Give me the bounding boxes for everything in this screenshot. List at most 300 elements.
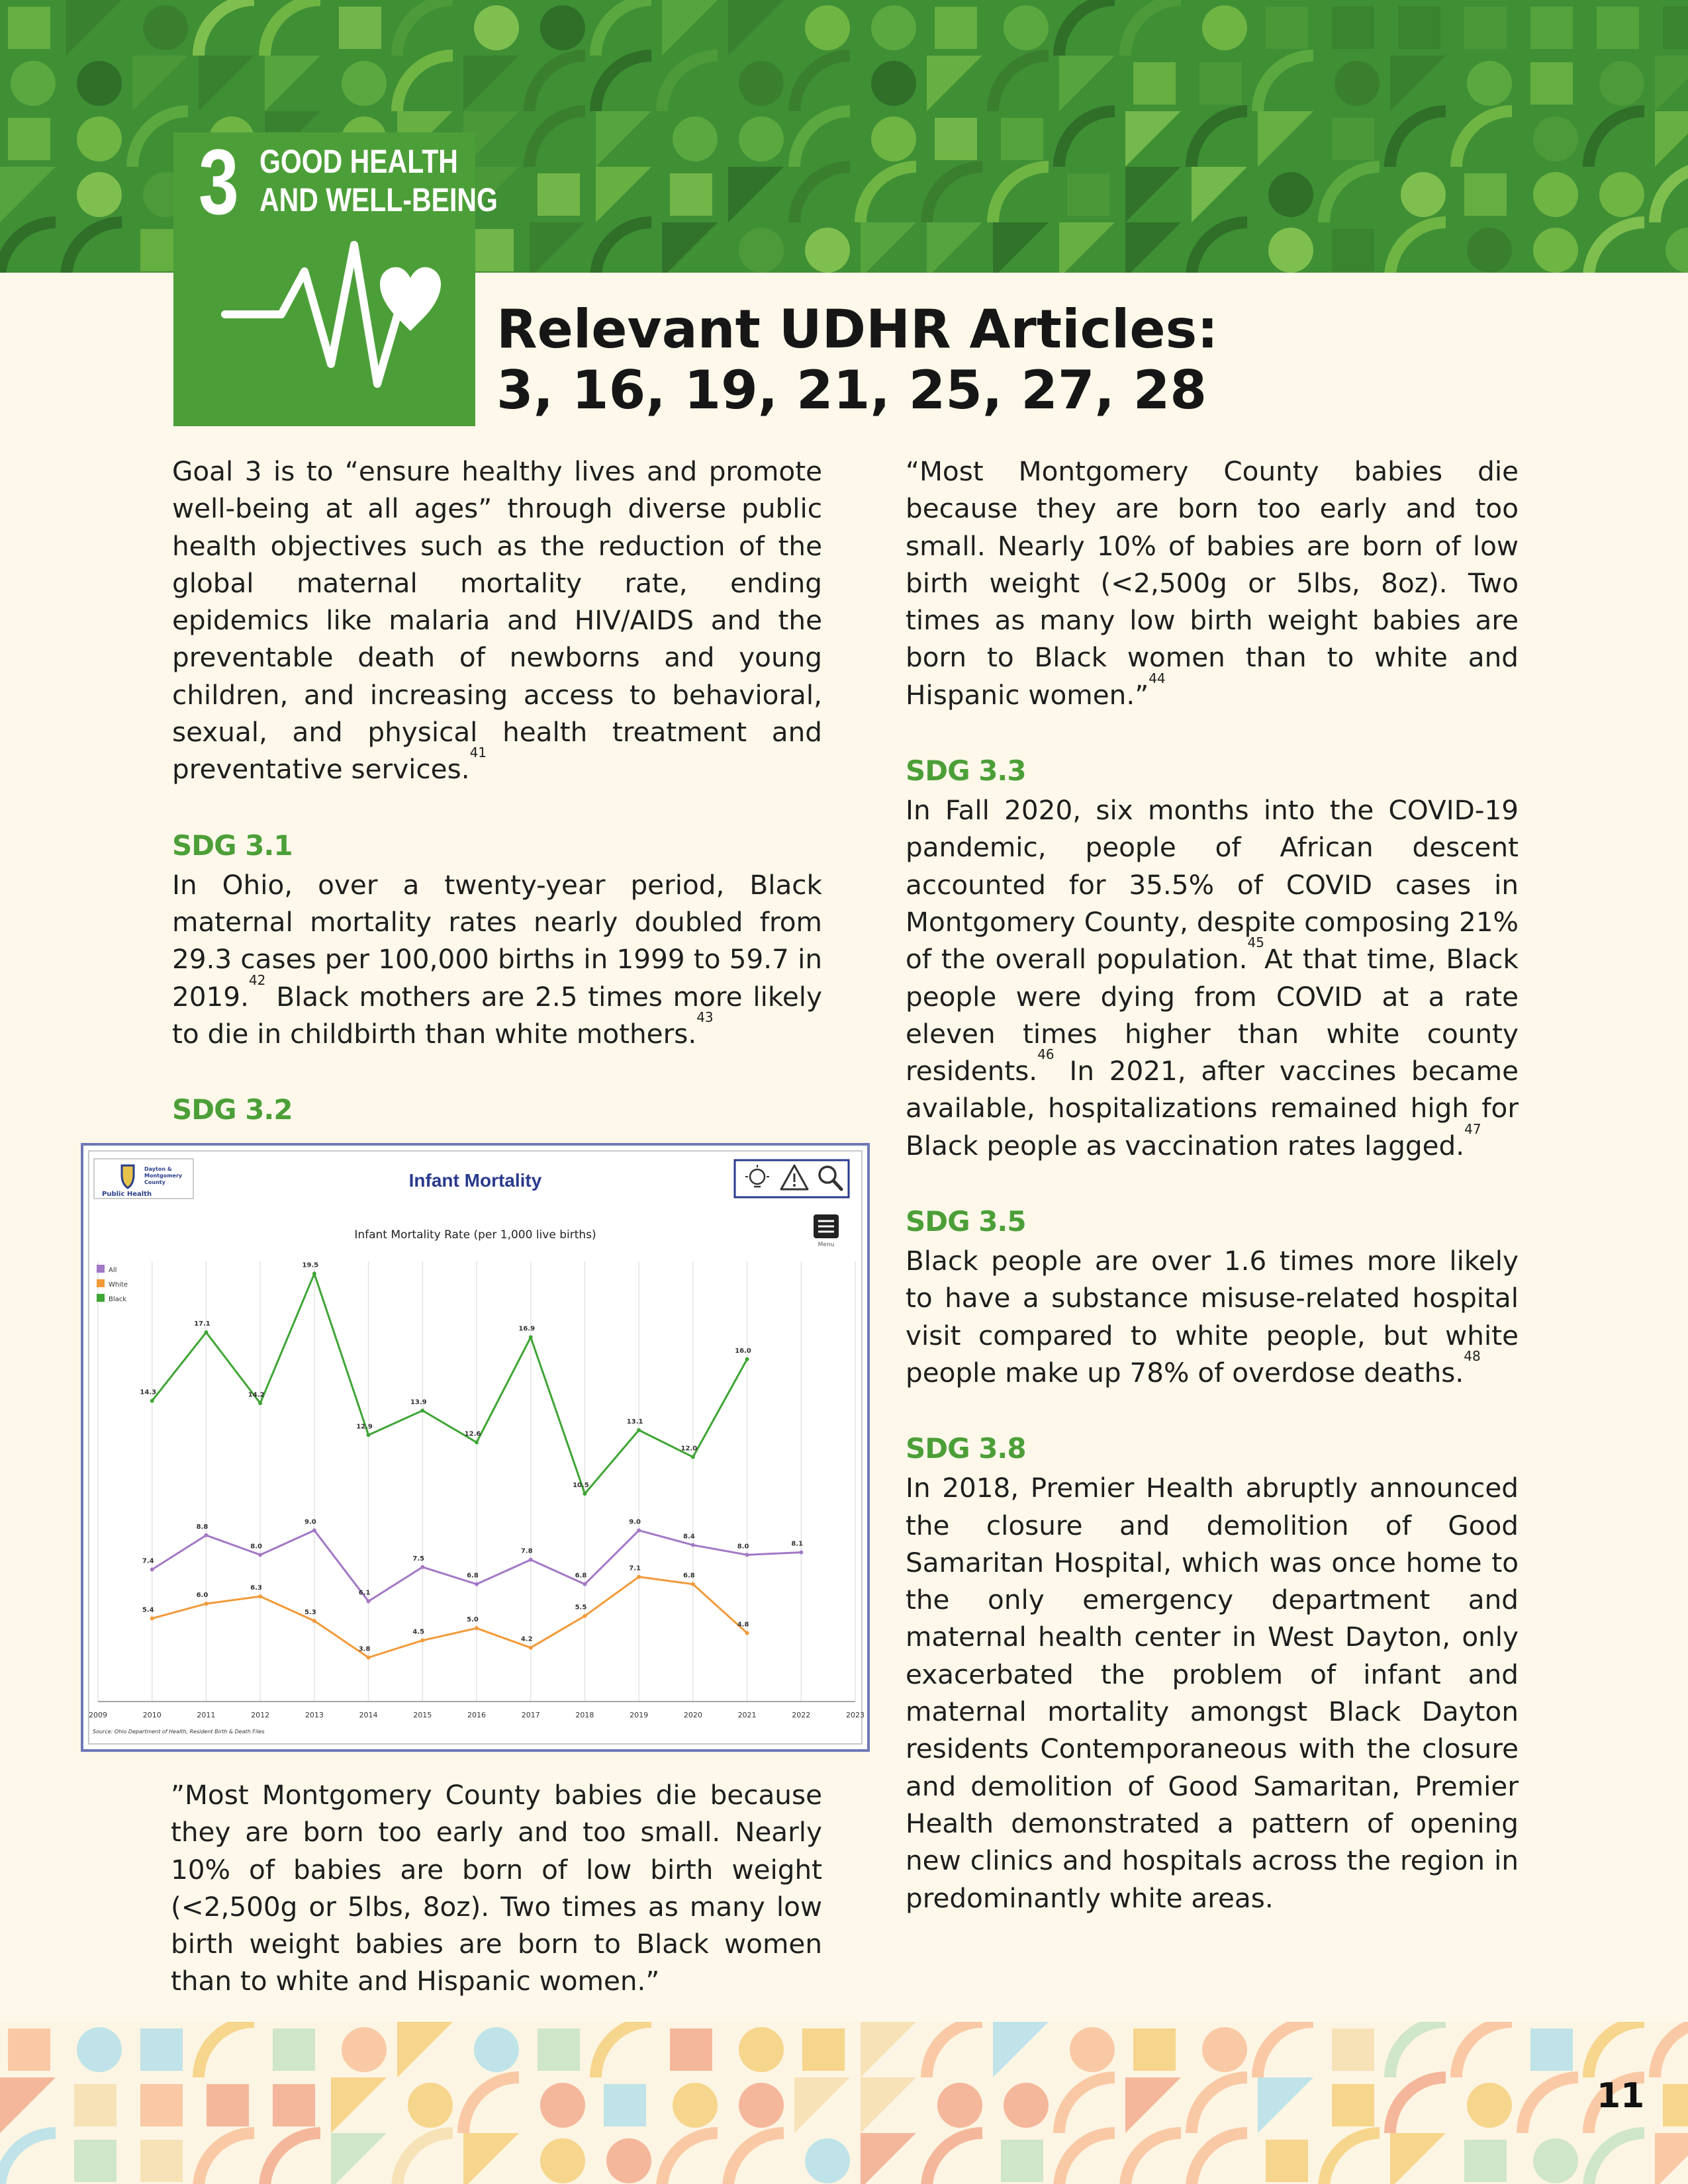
logo-text-3: County	[144, 1179, 165, 1185]
banner-pattern-shape	[1070, 2027, 1115, 2072]
banner-pattern-shape	[1332, 7, 1374, 49]
data-point	[312, 1619, 316, 1623]
banner-pattern-shape	[8, 118, 50, 160]
data-point	[745, 1357, 749, 1361]
banner-pattern-shape	[1464, 2140, 1507, 2182]
x-tick-label: 2011	[197, 1711, 216, 1719]
banner-pattern-shape	[1655, 56, 1688, 111]
banner-pattern-shape	[927, 222, 982, 273]
infant-mortality-chart	[81, 1143, 870, 1752]
banner-pattern-shape	[805, 228, 850, 273]
banner-pattern-shape	[662, 2133, 718, 2184]
banner-pattern-shape	[1125, 2133, 1181, 2184]
banner-pattern-shape	[1324, 2133, 1380, 2184]
banner-pattern-shape	[265, 2133, 320, 2184]
sdg-3-3-text-b: At that time, Black people were dying from COVID at a rate eleven times higher than white county residents.	[906, 943, 1519, 1087]
data-point	[583, 1492, 586, 1496]
data-point	[583, 1582, 586, 1586]
data-label: 16.9	[518, 1325, 536, 1333]
banner-pattern-shape	[1332, 118, 1374, 160]
data-point	[529, 1336, 533, 1340]
banner-pattern-shape	[265, 56, 320, 111]
banner-pattern-shape	[1589, 2022, 1644, 2077]
banner-pattern-shape	[1059, 2133, 1115, 2184]
banner-pattern-shape	[871, 5, 916, 50]
banner-pattern-shape	[739, 2083, 784, 2128]
right-quote-text: “Most Montgomery County babies die because they are born too early and too small. Nearly 10% of babies are born of low birth weight (<2,500g or 5lbs, 8oz). Two times as many low birth weight babies are born to Black women than to white and Hispanic women.”	[906, 455, 1519, 711]
banner-pattern-shape	[927, 167, 982, 222]
banner-pattern-shape	[1398, 7, 1440, 49]
banner-pattern-shape	[199, 2022, 254, 2077]
banner-pattern-shape	[993, 222, 1049, 273]
chart-svg	[83, 1146, 867, 1749]
banner-pattern-shape	[530, 111, 585, 167]
data-point	[637, 1428, 641, 1432]
banner-pattern-shape	[670, 173, 712, 216]
banner-pattern-shape	[530, 222, 585, 273]
heartbeat-icon	[218, 232, 444, 397]
banner-pattern-shape	[408, 2083, 453, 2128]
goal-title	[259, 142, 498, 219]
data-point	[691, 1543, 695, 1547]
banner-pattern-shape	[1258, 56, 1313, 111]
footnote-ref: 41	[469, 745, 487, 761]
banner-pattern-shape	[463, 2133, 519, 2184]
chart-title: Infant Mortality Rate (per 1,000 live births)	[354, 1228, 596, 1242]
data-label: 8.8	[196, 1523, 209, 1531]
banner-pattern-shape	[1533, 228, 1578, 273]
data-point	[150, 1616, 154, 1620]
banner-pattern-shape	[538, 2028, 580, 2071]
banner-pattern-shape	[927, 2133, 982, 2184]
footnote-ref: 43	[696, 1009, 714, 1025]
sdg-3-3-text-c: In 2021, after vaccines became available, hospitalizations remained high for Black people as vaccination rates lagged.	[906, 1055, 1519, 1161]
banner-pattern-shape	[1125, 167, 1181, 222]
banner-pattern-shape	[1390, 56, 1446, 111]
sdg-3-8-heading: SDG 3.8	[906, 1432, 1026, 1465]
legend-label: Black	[109, 1296, 127, 1303]
right-quote-paragraph	[906, 453, 1519, 713]
logo-text-2: Montgomery	[144, 1173, 183, 1179]
banner-pattern-shape	[1390, 111, 1446, 167]
banner-pattern-shape	[471, 229, 514, 271]
data-label: 19.5	[302, 1261, 319, 1269]
banner-pattern-shape	[1059, 111, 1115, 167]
data-label: 7.1	[629, 1565, 641, 1572]
banner-pattern-shape	[1530, 2028, 1573, 2071]
banner-pattern-shape	[1589, 111, 1644, 167]
banner-pattern-shape	[739, 228, 784, 273]
data-point	[150, 1399, 154, 1403]
sdg-3-1-heading: SDG 3.1	[172, 829, 293, 862]
data-label: 4.2	[520, 1635, 533, 1643]
banner-pattern-shape	[728, 2133, 784, 2184]
banner-pattern-shape	[871, 116, 916, 161]
banner-pattern-shape	[474, 5, 519, 50]
banner-pattern-shape	[397, 0, 453, 56]
x-tick-label: 2013	[305, 1711, 324, 1719]
banner-pattern-shape	[1266, 7, 1308, 49]
banner-pattern-shape	[1133, 2028, 1176, 2071]
banner-pattern-shape	[538, 173, 580, 216]
banner-pattern-shape	[596, 167, 651, 222]
data-point	[204, 1533, 208, 1537]
banner-pattern-shape	[805, 2138, 850, 2183]
banner-pattern-shape	[802, 2028, 845, 2071]
goal-number: 3	[199, 130, 239, 234]
data-label: 8.4	[682, 1533, 695, 1541]
banner-pattern-shape	[1599, 61, 1644, 106]
banner-pattern-shape	[11, 61, 56, 106]
data-label: 5.3	[304, 1609, 316, 1617]
banner-pattern-shape	[540, 5, 585, 50]
goal-title-line2: AND WELL-BEING	[259, 181, 498, 218]
data-point	[745, 1631, 749, 1635]
sdg-3-5-heading: SDG 3.5	[906, 1205, 1026, 1238]
data-point	[529, 1646, 533, 1650]
banner-pattern-shape	[662, 222, 718, 273]
banner-pattern-shape	[935, 7, 977, 49]
bottom-pattern-banner	[0, 2022, 1688, 2184]
banner-pattern-shape	[993, 167, 1049, 222]
data-label: 6.8	[682, 1572, 695, 1580]
data-point	[367, 1600, 371, 1604]
banner-pattern-shape	[1202, 2027, 1247, 2072]
banner-pattern-shape	[596, 222, 651, 273]
banner-pattern-shape	[540, 2083, 585, 2128]
banner-pattern-shape	[1467, 228, 1512, 273]
data-point	[420, 1565, 424, 1569]
banner-pattern-shape	[871, 61, 916, 106]
banner-pattern-shape	[739, 116, 784, 161]
banner-pattern-shape	[1655, 2022, 1688, 2077]
banner-pattern-shape	[207, 2084, 249, 2126]
footnote-ref: 47	[1464, 1120, 1481, 1137]
banner-pattern-shape	[1192, 222, 1247, 273]
banner-pattern-shape	[397, 2022, 453, 2077]
quote-paragraph: ”Most Montgomery County babies die because they are born too early and too small. Nearly 10% of babies are born of low birth weight (<2,500g or 5lbs, 8oz). Two times as many low birth weight babies are born to Black women than to white and Hispanic women.”	[171, 1779, 822, 1997]
data-point	[637, 1528, 641, 1532]
data-point	[204, 1602, 208, 1606]
data-label: 13.9	[410, 1398, 427, 1406]
banner-pattern-shape	[1067, 173, 1109, 216]
banner-pattern-shape	[77, 2027, 122, 2072]
data-point	[420, 1639, 424, 1643]
banner-pattern-shape	[1390, 222, 1446, 273]
footnote-ref: 46	[1037, 1046, 1055, 1063]
banner-pattern-shape	[1192, 167, 1247, 222]
banner-pattern-shape	[861, 222, 916, 273]
data-point	[150, 1568, 154, 1572]
banner-pattern-shape	[1464, 7, 1507, 49]
banner-pattern-shape	[1456, 111, 1512, 167]
banner-pattern-shape	[143, 5, 188, 50]
footnote-ref: 48	[1464, 1347, 1481, 1364]
banner-pattern-shape	[199, 56, 254, 111]
banner-pattern-shape	[1059, 56, 1115, 111]
banner-pattern-shape	[1125, 0, 1181, 56]
chart-source: Source: Ohio Department of Health, Resident Birth & Death Files	[93, 1729, 265, 1735]
banner-pattern-shape	[74, 2084, 117, 2126]
sdg-3-3-paragraph	[906, 792, 1519, 1164]
sdg-3-5-text: Black people are over 1.6 times more likely to have a substance misuse-related hospital visit compared to white people, but white people make up 78% of overdose deaths.	[906, 1245, 1519, 1388]
banner-pattern-shape	[1125, 2077, 1181, 2133]
legend-swatch	[97, 1279, 105, 1287]
banner-pattern-shape	[397, 2133, 453, 2184]
banner-pattern-shape	[1324, 167, 1380, 222]
banner-pattern-shape	[1332, 229, 1374, 271]
banner-pattern-shape	[1655, 2133, 1688, 2184]
banner-pattern-shape	[77, 116, 122, 161]
bottom-pattern	[0, 2022, 1688, 2184]
data-point	[367, 1433, 371, 1437]
data-label: 8.0	[737, 1543, 749, 1551]
data-point	[258, 1401, 262, 1405]
data-point	[367, 1656, 371, 1660]
banner-pattern-shape	[66, 0, 122, 56]
data-point	[312, 1528, 316, 1532]
banner-pattern-shape	[1059, 222, 1115, 273]
banner-pattern-shape	[132, 56, 188, 111]
banner-pattern-shape	[1665, 228, 1688, 273]
banner-pattern-shape	[1266, 2140, 1308, 2182]
banner-pattern-shape	[604, 2084, 646, 2126]
data-point	[529, 1558, 533, 1562]
intro-text: Goal 3 is to “ensure healthy lives and promote well-being at all ages” through diverse public health objectives such as the reduction of the global maternal mortality rate, ending epidemics like malaria and HIV/AIDS and the preventable death of newborns and young children, and increasing access to behavioral, sexual, and physical health treatment and preventative services.	[172, 455, 822, 786]
data-point	[258, 1594, 262, 1598]
data-point	[799, 1551, 803, 1555]
banner-pattern-shape	[1059, 2077, 1115, 2133]
banner-pattern-shape	[993, 2022, 1049, 2077]
banner-pattern-shape	[1456, 2022, 1512, 2077]
data-label: 17.1	[194, 1320, 211, 1328]
data-point	[691, 1582, 695, 1586]
data-label: 12.6	[464, 1430, 481, 1438]
banner-pattern-shape	[1001, 2140, 1043, 2182]
data-label: 12.0	[680, 1445, 698, 1453]
data-label: 14.2	[248, 1391, 265, 1399]
banner-pattern-shape	[1125, 111, 1181, 167]
banner-pattern-shape	[673, 2083, 718, 2128]
banner-pattern-shape	[728, 167, 784, 222]
x-tick-label: 2022	[792, 1711, 811, 1719]
banner-pattern-shape	[1192, 2133, 1247, 2184]
legend-swatch	[97, 1294, 105, 1302]
banner-pattern-shape	[1332, 2028, 1374, 2071]
banner-pattern-shape	[463, 56, 519, 111]
banner-pattern-shape	[927, 56, 982, 111]
banner-pattern-shape	[339, 7, 381, 49]
banner-pattern-shape	[273, 2028, 315, 2071]
banner-pattern-shape	[1589, 222, 1644, 273]
banner-pattern-shape	[596, 111, 651, 167]
banner-pattern-shape	[540, 2138, 585, 2183]
sdg-3-1-text: In Ohio, over a twenty-year period, Black maternal mortality rates nearly doubled from 29.3 cases per 100,000 births in 1999 to 59.7 in 2019.	[172, 868, 822, 1013]
goal-title-line1: GOOD HEALTH	[259, 143, 458, 180]
banner-pattern-shape	[805, 5, 850, 50]
footnote-ref: 44	[1149, 670, 1166, 686]
banner-pattern-shape	[1464, 173, 1507, 216]
banner-pattern-shape	[739, 61, 784, 106]
banner-pattern-shape	[1199, 62, 1242, 105]
x-tick-label: 2023	[846, 1711, 865, 1719]
banner-pattern-shape	[273, 2084, 315, 2126]
x-tick-label: 2010	[142, 1711, 162, 1719]
data-label: 8.0	[250, 1543, 263, 1551]
x-tick-label: 2020	[683, 1711, 702, 1719]
data-label: 12.9	[356, 1423, 373, 1431]
logo-caption: Public Health	[102, 1191, 152, 1198]
banner-pattern-shape	[794, 2077, 850, 2133]
banner-pattern-shape	[861, 2022, 916, 2077]
x-tick-label: 2018	[575, 1711, 594, 1719]
banner-pattern-shape	[1332, 2084, 1374, 2126]
banner-pattern-shape	[0, 2133, 56, 2184]
data-label: 5.5	[575, 1604, 587, 1612]
banner-pattern-shape	[1335, 61, 1380, 106]
banner-pattern-shape	[1125, 222, 1181, 273]
banner-pattern-shape	[1597, 7, 1639, 49]
banner-pattern-shape	[935, 118, 977, 160]
data-label: 7.5	[412, 1555, 425, 1563]
data-point	[475, 1626, 479, 1630]
right-column	[906, 453, 1519, 1917]
data-point	[258, 1553, 262, 1557]
data-label: 5.4	[142, 1606, 154, 1614]
data-label: 4.5	[412, 1628, 425, 1636]
banner-pattern-shape	[1401, 172, 1446, 217]
banner-pattern-shape	[794, 56, 850, 111]
banner-pattern-shape	[1059, 0, 1115, 56]
banner-pattern-shape	[8, 7, 50, 49]
data-label: 14.3	[140, 1388, 157, 1396]
banner-pattern-shape	[397, 56, 453, 111]
logo-text-1: Dayton &	[144, 1166, 172, 1172]
sdg-3-3-text-a: In Fall 2020, six months into the COVID-19 pandemic, people of African descent accounted for 35.5% of COVID cases in Montgomery County, despite composing 21% of the overall population.	[906, 794, 1519, 976]
banner-pattern-shape	[199, 0, 254, 56]
banner-pattern-shape	[8, 2028, 50, 2071]
banner-pattern-shape	[342, 2027, 387, 2072]
banner-pattern-shape	[1663, 2084, 1688, 2126]
data-point	[745, 1553, 749, 1557]
banner-pattern-shape	[140, 2140, 183, 2182]
banner-pattern-shape	[140, 2028, 183, 2071]
banner-pattern-shape	[1258, 111, 1313, 167]
banner-pattern-shape	[0, 2077, 56, 2133]
data-point	[583, 1614, 586, 1618]
legend-label: White	[109, 1281, 128, 1289]
banner-pattern-shape	[937, 2083, 982, 2128]
banner-pattern-shape	[1004, 2083, 1049, 2128]
banner-pattern-shape	[1390, 2077, 1446, 2133]
sdg-3-1-paragraph	[172, 866, 822, 1052]
data-label: 10.5	[573, 1481, 589, 1489]
banner-pattern-shape	[596, 0, 651, 56]
banner-pattern-shape	[1663, 7, 1688, 49]
banner-pattern-shape	[463, 2077, 519, 2133]
data-point	[420, 1408, 424, 1412]
banner-pattern-shape	[728, 0, 784, 56]
chart-window-title: Infant Mortality	[408, 1170, 542, 1191]
banner-pattern-shape	[662, 56, 718, 111]
x-tick-label: 2021	[737, 1711, 757, 1719]
data-point	[691, 1455, 695, 1459]
data-label: 7.8	[520, 1547, 533, 1555]
banner-pattern-shape	[1523, 2077, 1578, 2133]
sdg-3-3-heading: SDG 3.3	[906, 754, 1026, 788]
banner-pattern-shape	[342, 61, 387, 106]
banner-pattern-shape	[530, 56, 585, 111]
banner-pattern-shape	[1001, 118, 1043, 160]
data-label: 6.1	[358, 1589, 371, 1597]
banner-pattern-shape	[1268, 172, 1313, 217]
page-number: 11	[1597, 2076, 1645, 2116]
banner-pattern-shape	[1655, 111, 1688, 167]
banner-pattern-shape	[1258, 2077, 1313, 2133]
heading-line2: 3, 16, 19, 21, 25, 27, 28	[496, 359, 1207, 421]
banner-pattern-shape	[1268, 228, 1313, 273]
x-tick-label: 2014	[359, 1711, 378, 1719]
data-label: 8.1	[791, 1540, 804, 1548]
banner-pattern-shape	[1655, 167, 1688, 222]
data-label: 6.8	[467, 1572, 479, 1580]
banner-pattern-shape	[927, 2022, 982, 2077]
banner-pattern-shape	[794, 111, 850, 167]
sdg-3-8-paragraph: In 2018, Premier Health abruptly announced the closure and demolition of Good Samaritan Hospital, which was once home to the only emergency department and maternal health center in West Dayton, only exacerbated the problem of infant and maternal mortality amongst Black Dayton residents Contemporaneous with the closure and demolition of Good Samaritan, Premier Health demonstrated a pattern of opening new clinics and hospitals across the region in predominantly white areas.	[906, 1472, 1519, 1914]
data-label: 13.1	[626, 1418, 643, 1426]
banner-pattern-shape	[331, 2077, 387, 2133]
banner-pattern-shape	[474, 2027, 519, 2072]
banner-pattern-shape	[1533, 2138, 1578, 2183]
x-tick-label: 2015	[413, 1711, 432, 1719]
data-point	[312, 1271, 316, 1275]
banner-pattern-shape	[1192, 111, 1247, 167]
x-tick-label: 2009	[89, 1711, 107, 1719]
banner-pattern-shape	[140, 2084, 183, 2126]
banner-pattern-shape	[1533, 172, 1578, 217]
public-health-logo	[94, 1159, 193, 1199]
data-point	[475, 1582, 479, 1586]
banner-pattern-shape	[606, 2138, 651, 2183]
banner-pattern-shape	[794, 167, 850, 222]
banner-pattern-shape	[1133, 62, 1176, 105]
data-label: 16.0	[735, 1347, 751, 1355]
banner-pattern-shape	[1004, 5, 1049, 50]
banner-pattern-shape	[0, 222, 56, 273]
banner-pattern-shape	[1390, 2133, 1446, 2184]
banner-pattern-shape	[199, 2133, 254, 2184]
heading-line1: Relevant UDHR Articles:	[496, 298, 1219, 360]
banner-pattern-shape	[0, 167, 56, 222]
x-tick-label: 2012	[251, 1711, 270, 1719]
banner-pattern-shape	[861, 2133, 916, 2184]
banner-pattern-shape	[861, 2077, 916, 2133]
data-label: 6.3	[250, 1584, 263, 1592]
footnote-ref: 42	[248, 972, 266, 988]
banner-pattern-shape	[1589, 2133, 1644, 2184]
footnote-ref: 45	[1247, 934, 1264, 951]
banner-pattern-shape	[1530, 62, 1573, 105]
banner-pattern-shape	[1599, 172, 1644, 217]
banner-pattern-shape	[596, 56, 651, 111]
banner-pattern-shape	[662, 0, 718, 56]
data-label: 4.8	[737, 1621, 749, 1629]
data-label: 3.8	[358, 1645, 371, 1653]
sdg-3-5-paragraph	[906, 1242, 1519, 1391]
page-heading	[496, 299, 1218, 421]
banner-pattern-shape	[1192, 2077, 1247, 2133]
banner-pattern-shape	[670, 2028, 712, 2071]
